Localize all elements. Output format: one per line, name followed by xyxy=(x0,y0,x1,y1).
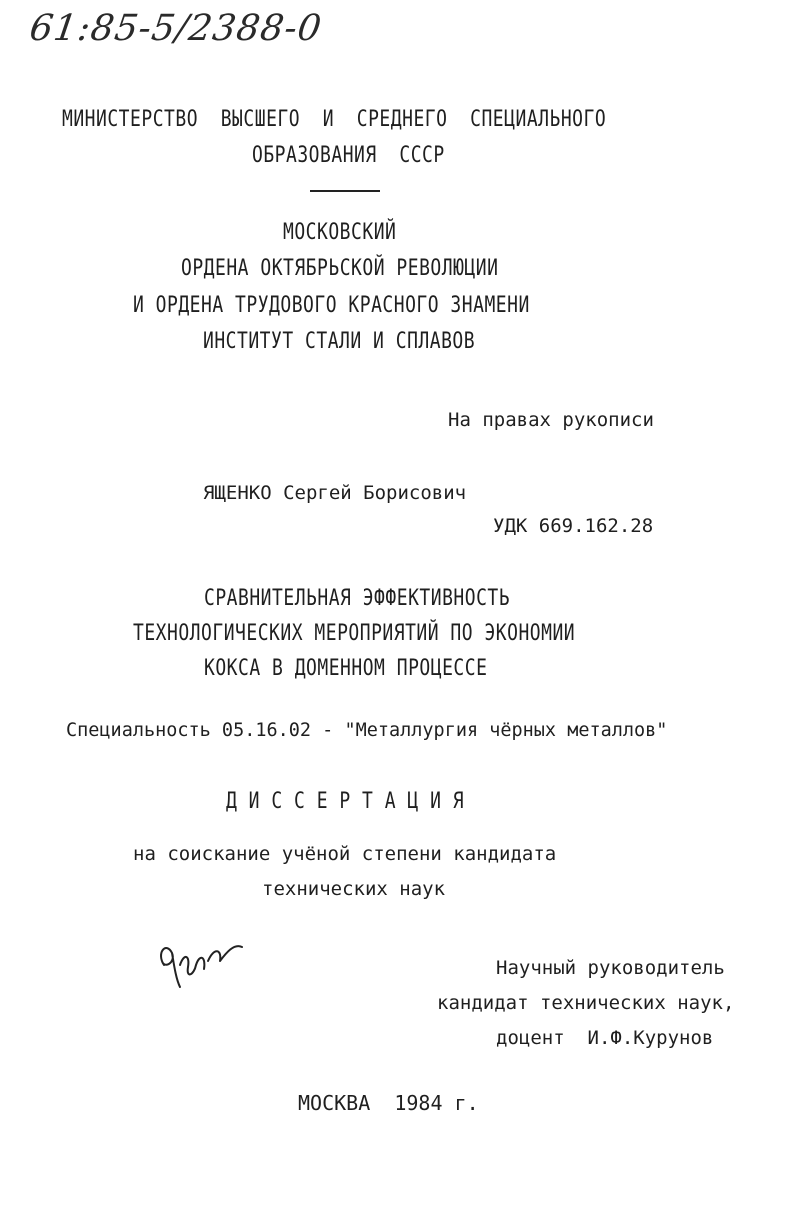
supervisor-line-1: Научный руководитель xyxy=(496,957,725,979)
supervisor-line-2: кандидат технических наук, xyxy=(437,992,735,1014)
supervisor-line-3: доцент И.Ф.Курунов xyxy=(496,1027,714,1049)
document-type: Д И С С Е Р Т А Ц И Я xyxy=(226,788,465,815)
ministry-line-2: ОБРАЗОВАНИЯ СССР xyxy=(252,142,445,169)
author-name: ЯЩЕНКО Сергей Борисович xyxy=(203,482,467,504)
institute-line-2: ОРДЕНА ОКТЯБРЬСКОЙ РЕВОЛЮЦИИ xyxy=(181,255,499,282)
institute-line-1: МОСКОВСКИЙ xyxy=(283,219,397,246)
separator-rule xyxy=(310,190,380,192)
institute-line-3: И ОРДЕНА ТРУДОВОГО КРАСНОГО ЗНАМЕНИ xyxy=(133,292,530,319)
title-line-3: КОКСА В ДОМЕННОМ ПРОЦЕССЕ xyxy=(204,655,488,682)
specialty: Специальность 05.16.02 - "Металлургия чёрных металлов" xyxy=(66,720,668,741)
place-year: МОСКВА 1984 г. xyxy=(298,1091,479,1115)
title-line-2: ТЕХНОЛОГИЧЕСКИХ МЕРОПРИЯТИЙ ПО ЭКОНОМИИ xyxy=(133,620,576,647)
author-signature xyxy=(150,935,260,995)
title-line-1: СРАВНИТЕЛЬНАЯ ЭФФЕКТИВНОСТЬ xyxy=(204,585,511,612)
institute-line-4: ИНСТИТУТ СТАЛИ И СПЛАВОВ xyxy=(203,328,476,355)
degree-line-1: на соискание учёной степени кандидата xyxy=(133,843,557,865)
degree-line-2: технических наук xyxy=(262,878,446,900)
manuscript-rights: На правах рукописи xyxy=(448,409,654,431)
ministry-line-1: МИНИСТЕРСТВО ВЫСШЕГО И СРЕДНЕГО СПЕЦИАЛЬНОГО xyxy=(62,106,607,133)
archive-mark: 61:85-5/2388-0 xyxy=(27,8,325,49)
udc-code: УДК 669.162.28 xyxy=(493,515,654,537)
